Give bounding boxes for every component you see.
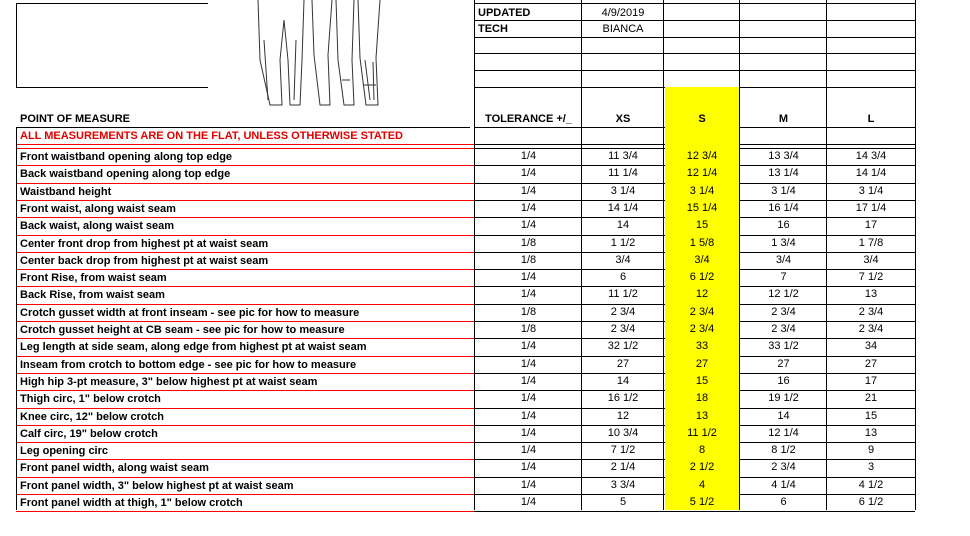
measurement-cell-xs: 32 1/2 [607,340,639,353]
measurement-cell-l: 3/4 [863,253,879,266]
point-of-measure-label: Back waistband opening along top edge [20,168,231,181]
measurement-cell-xs: 2 3/4 [610,323,636,335]
measurement-cell-xs: 11 1/2 [608,288,638,301]
measurement-cell-tol: 1/8 [520,236,537,249]
measurement-cell-l: 14 3/4 [855,150,887,162]
measurement-cell-xs: 1 1/2 [610,236,636,249]
measurement-cell-l: 13 [864,426,878,439]
measurement-cell-xs: 10 3/4 [607,426,639,439]
point-of-measure-label: Leg length at side seam, along edge from highest pt at waist seam [20,341,367,354]
measurement-cell-m: 14 [777,409,790,422]
grid-line [474,53,915,54]
measurement-cell-tol: 1/4 [520,426,537,439]
measurement-cell-tol: 1/4 [520,496,537,508]
measurement-cell-s: 3/4 [694,253,710,266]
measurement-cell-m: 12 1/4 [768,426,799,439]
measurement-cell-l: 34 [864,340,878,353]
grid-line [16,3,17,87]
measurement-cell-s: 15 [695,374,709,387]
measurement-cell-xs: 3 3/4 [610,478,636,491]
point-of-measure-label: Calf circ, 19" below crotch [20,427,158,440]
measurement-cell-l: 13 [864,288,878,301]
grid-line [739,0,740,510]
measurement-cell-m: 1 3/4 [771,236,796,249]
measurement-cell-l: 3 [867,461,875,474]
point-of-measure-header: POINT OF MEASURE [20,113,131,125]
measurement-cell-m: 2 3/4 [771,461,796,474]
measurement-cell-s: 27 [695,357,709,370]
measurement-cell-tol: 1/4 [520,357,537,370]
measurement-cell-tol: 1/4 [520,444,537,457]
measurement-cell-s: 2 3/4 [689,323,715,335]
flat-measurement-note: ALL MEASUREMENTS ARE ON THE FLAT, UNLESS OTHERWISE STATED [20,130,403,142]
measurement-cell-tol: 1/4 [520,340,537,353]
measurement-cell-l: 9 [867,444,875,457]
measurement-cell-l: 2 3/4 [858,323,884,335]
measurement-cell-l: 15 [864,409,878,422]
measurement-cell-xs: 3/4 [615,253,631,266]
tech-label: TECH [478,23,508,35]
measurement-cell-xs: 5 [619,496,627,508]
measurement-cell-m: 4 1/4 [771,478,796,491]
measurement-cell-xs: 2 3/4 [610,305,636,318]
grid-line [16,87,208,88]
measurement-cell-xs: 12 [616,409,630,422]
point-of-measure-label: Front panel width at thigh, 1" below crotch [20,497,243,509]
grid-line [16,3,208,4]
measurement-cell-s: 18 [695,392,709,405]
measurement-cell-s: 4 [698,478,706,491]
grid-line [474,70,915,71]
measurement-cell-s: 2 1/2 [689,461,715,474]
point-of-measure-label: Waistband height [20,185,112,198]
point-of-measure-label: Center back drop from highest pt at waist seam [20,254,269,267]
point-of-measure-label: Leg opening circ [20,445,109,458]
measurement-cell-m: 27 [777,357,790,370]
measurement-cell-tol: 1/8 [520,253,537,266]
tech-value: BIANCA [602,23,644,35]
measurement-cell-l: 17 [864,374,878,387]
grid-line [826,0,827,510]
point-of-measure-label: Front panel width, 3" below highest pt at waist seam [20,479,294,492]
measurement-cell-xs: 11 3/4 [608,150,638,162]
measurement-cell-m: 6 [780,496,787,508]
measurement-cell-m: 2 3/4 [771,305,796,318]
measurement-cell-xs: 16 1/2 [607,392,639,405]
measurement-cell-m: 8 1/2 [771,444,796,457]
measurement-cell-l: 6 1/2 [858,496,884,508]
measurement-cell-tol: 1/4 [520,392,537,405]
point-of-measure-label: Front waist, along waist seam [20,202,176,215]
measurement-cell-m: 12 1/2 [768,288,799,301]
leggings-sketch-image [250,0,400,110]
measurement-cell-m: 16 [777,219,790,232]
measurement-cell-l: 14 1/4 [855,167,887,180]
measurement-cell-xs: 6 [619,271,627,284]
point-of-measure-label: Back waist, along waist seam [20,220,175,233]
measurement-cell-s: 12 [695,288,709,301]
grid-line [581,0,582,510]
grid-line [663,0,664,510]
point-of-measure-label: Front panel width, along waist seam [20,462,209,475]
measurement-cell-tol: 1/4 [520,409,537,422]
measurement-cell-l: 27 [864,357,878,370]
measurement-cell-s: 1 5/8 [689,236,715,249]
measurement-cell-tol: 1/4 [520,271,537,284]
measurement-cell-xs: 2 1/4 [610,461,636,474]
measurement-cell-tol: 1/4 [520,219,537,232]
measurement-cell-tol: 1/8 [520,323,537,335]
measurement-cell-tol: 1/4 [520,184,537,197]
measurement-cell-tol: 1/4 [520,201,537,214]
measurement-cell-m: 13 3/4 [768,150,799,162]
size-header-l: L [867,113,875,125]
point-of-measure-label: Center front drop from highest pt at waist seam [20,237,269,250]
measurement-cell-xs: 27 [616,357,630,370]
measurement-cell-s: 8 [698,444,706,457]
measurement-cell-s: 6 1/2 [689,271,715,284]
grid-line [915,0,916,510]
measurement-cell-tol: 1/8 [520,305,537,318]
grid-line [16,144,474,145]
measurement-cell-l: 3 1/4 [858,184,884,197]
measurement-cell-s: 11 1/2 [687,426,717,439]
measurement-cell-xs: 14 [616,219,630,232]
measurement-cell-xs: 3 1/4 [610,184,636,197]
measurement-cell-xs: 14 [616,374,630,387]
measurement-cell-s: 3 1/4 [689,184,715,197]
measurement-cell-l: 7 1/2 [858,271,884,284]
measurement-cell-m: 19 1/2 [768,392,799,405]
measurement-cell-m: 13 1/4 [768,167,799,180]
measurement-cell-tol: 1/4 [520,150,537,162]
measurement-cell-s: 33 [695,340,709,353]
point-of-measure-label: Knee circ, 12" below crotch [20,410,164,423]
point-of-measure-label: Back Rise, from waist seam [20,289,165,302]
measurement-cell-l: 21 [864,392,878,405]
measurement-cell-tol: 1/4 [520,478,537,491]
point-of-measure-label: Front Rise, from waist seam [20,272,167,285]
measurement-cell-s: 5 1/2 [689,496,715,508]
measurement-cell-l: 17 [864,219,878,232]
measurement-cell-s: 13 [695,409,709,422]
grid-line [474,511,915,512]
measurement-cell-m: 3 1/4 [771,184,796,197]
point-of-measure-label: High hip 3-pt measure, 3" below highest pt at waist seam [20,375,318,388]
measurement-cell-s: 15 1/4 [686,201,718,214]
measurement-cell-l: 1 7/8 [858,236,884,249]
measurement-cell-s: 12 1/4 [686,167,718,180]
point-of-measure-label: Crotch gusset height at CB seam - see pic for how to measure [20,324,345,336]
measurement-cell-tol: 1/4 [520,461,537,474]
measurement-cell-xs: 11 1/4 [608,167,638,180]
measurement-cell-s: 12 3/4 [686,150,718,162]
measurement-cell-l: 17 1/4 [855,201,887,214]
measurement-cell-xs: 14 1/4 [607,201,639,214]
measurement-cell-m: 3/4 [775,253,792,266]
measurement-cell-tol: 1/4 [520,374,537,387]
size-header-xs: XS [615,113,631,125]
measurement-cell-m: 16 [777,374,790,387]
measurement-cell-tol: 1/4 [520,288,537,301]
grid-line [474,37,915,38]
measurement-cell-l: 4 1/2 [858,478,884,491]
grid-line [16,127,17,510]
measurement-cell-m: 7 [780,271,787,284]
point-of-measure-label: Front waistband opening along top edge [20,151,233,163]
point-of-measure-label: Thigh circ, 1" below crotch [20,393,161,406]
size-header-s: S [698,113,706,125]
grid-line [474,0,475,510]
measurement-cell-xs: 7 1/2 [610,444,636,457]
grid-line [474,20,915,21]
updated-value: 4/9/2019 [601,7,645,19]
grid-line [474,3,915,4]
updated-label: UPDATED [478,7,531,19]
measurement-cell-m: 33 1/2 [768,340,799,353]
measurement-cell-s: 2 3/4 [689,305,715,318]
grid-line [16,511,474,512]
measurement-cell-s: 15 [695,219,709,232]
size-header-m: M [778,113,789,125]
tolerance-header: TOLERANCE +/_ [485,113,572,125]
measurement-cell-tol: 1/4 [520,167,537,180]
measurement-cell-m: 2 3/4 [771,323,796,335]
point-of-measure-label: Inseam from crotch to bottom edge - see pic for how to measure [20,358,357,371]
measurement-cell-l: 2 3/4 [858,305,884,318]
measurement-cell-m: 16 1/4 [768,201,799,214]
point-of-measure-label: Crotch gusset width at front inseam - see pic for how to measure [20,306,360,319]
